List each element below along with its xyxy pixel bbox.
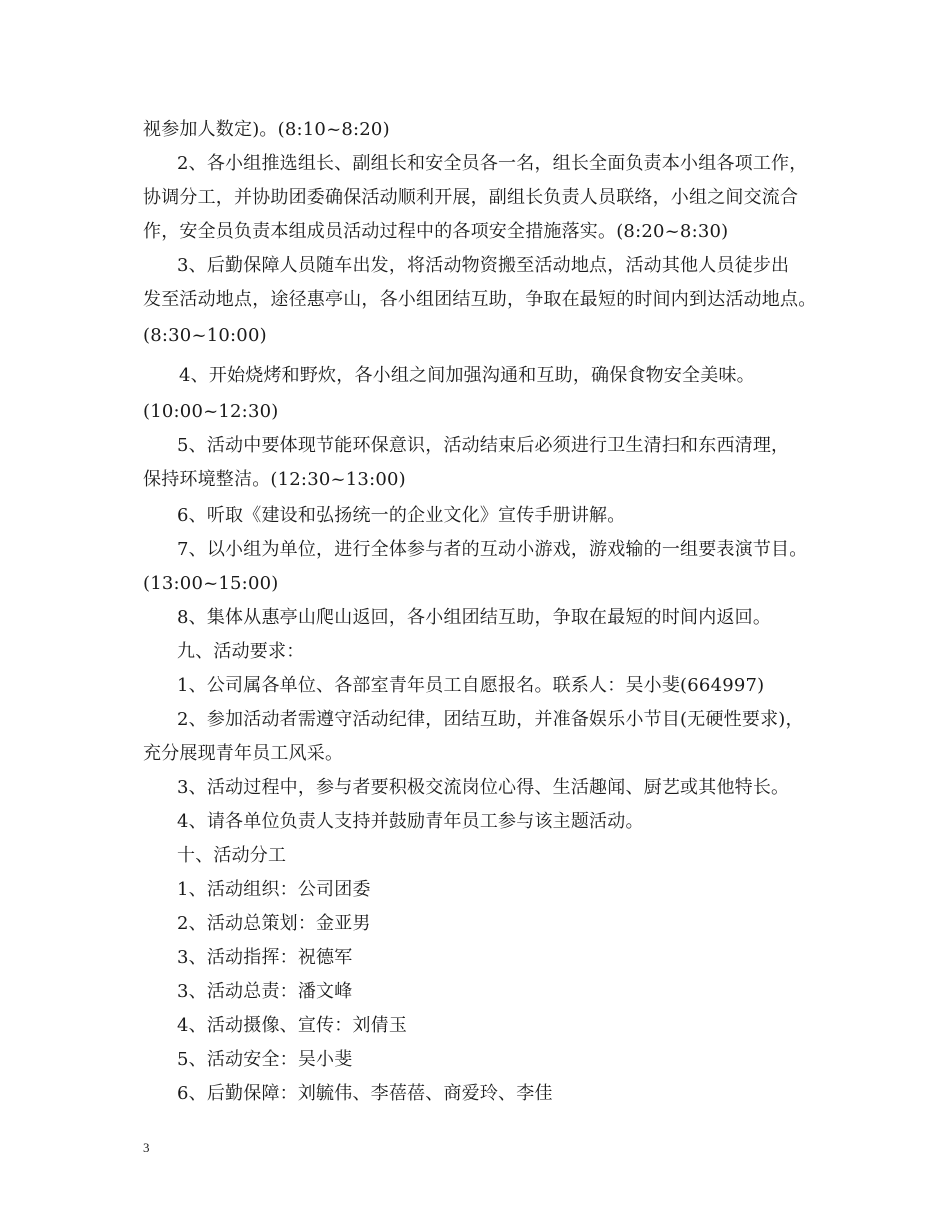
text-line: 3、后勤保障人员随车出发，将活动物资搬至活动地点，活动其他人员徒步出: [177, 255, 790, 276]
text-line: 协调分工，并协助团委确保活动顺利开展，副组长负责人员联络，小组之间交流合: [143, 187, 799, 208]
section-heading: 十、活动分工: [177, 845, 287, 866]
text-line: 6、后勤保障：刘毓伟、李蓓蓓、商爱玲、李佳: [177, 1083, 553, 1104]
text-line: 3、活动过程中，参与者要积极交流岗位心得、生活趣闻、厨艺或其他特长。: [177, 777, 790, 798]
text-line: 作，安全员负责本组成员活动过程中的各项安全措施落实。(8:20~8:30): [143, 221, 729, 242]
text-line: (10:00~12:30): [143, 401, 279, 422]
text-line: 2、活动总策划：金亚男: [177, 913, 371, 934]
text-line: 1、公司属各单位、各部室青年员工自愿报名。联系人：吴小斐(664997): [177, 675, 765, 696]
text-line: 6、听取《建设和弘扬统一的企业文化》宣传手册讲解。: [177, 505, 626, 526]
text-line: 5、活动中要体现节能环保意识，活动结束后必须进行卫生清扫和东西清理，: [177, 435, 790, 456]
text-line: 4、开始烧烤和野炊，各小组之间加强沟通和互助，确保食物安全美味。: [179, 365, 755, 386]
text-line: (8:30~10:00): [143, 325, 267, 346]
text-line: 2、各小组推选组长、副组长和安全员各一名，组长全面负责本小组各项工作，: [177, 153, 808, 174]
text-line: 7、以小组为单位，进行全体参与者的互动小游戏，游戏输的一组要表演节目。: [177, 539, 808, 560]
text-line: 1、活动组织：公司团委: [177, 879, 371, 900]
text-line: 8、集体从惠亭山爬山返回，各小组团结互助，争取在最短的时间内返回。: [177, 607, 772, 628]
section-heading: 九、活动要求：: [177, 641, 305, 662]
text-line: 充分展现青年员工风采。: [143, 743, 344, 764]
text-line: 3、活动总责：潘文峰: [177, 981, 353, 1002]
text-line: 4、请各单位负责人支持并鼓励青年员工参与该主题活动。: [177, 811, 644, 832]
text-line: 3、活动指挥：祝德军: [177, 947, 353, 968]
text-line: 2、参加活动者需遵守活动纪律，团结互助，并准备娱乐小节目(无硬性要求)，: [177, 709, 804, 730]
text-line: 5、活动安全：吴小斐: [177, 1049, 353, 1070]
text-line: 视参加人数定)。(8:10~8:20): [143, 119, 390, 140]
page-number: 3: [143, 1140, 150, 1155]
text-line: 4、活动摄像、宣传：刘倩玉: [177, 1015, 408, 1036]
text-line: 保持环境整洁。(12:30~13:00): [143, 469, 406, 490]
text-line: (13:00~15:00): [143, 573, 279, 594]
text-line: 发至活动地点，途径惠亭山，各小组团结互助，争取在最短的时间内到达活动地点。: [143, 289, 817, 310]
